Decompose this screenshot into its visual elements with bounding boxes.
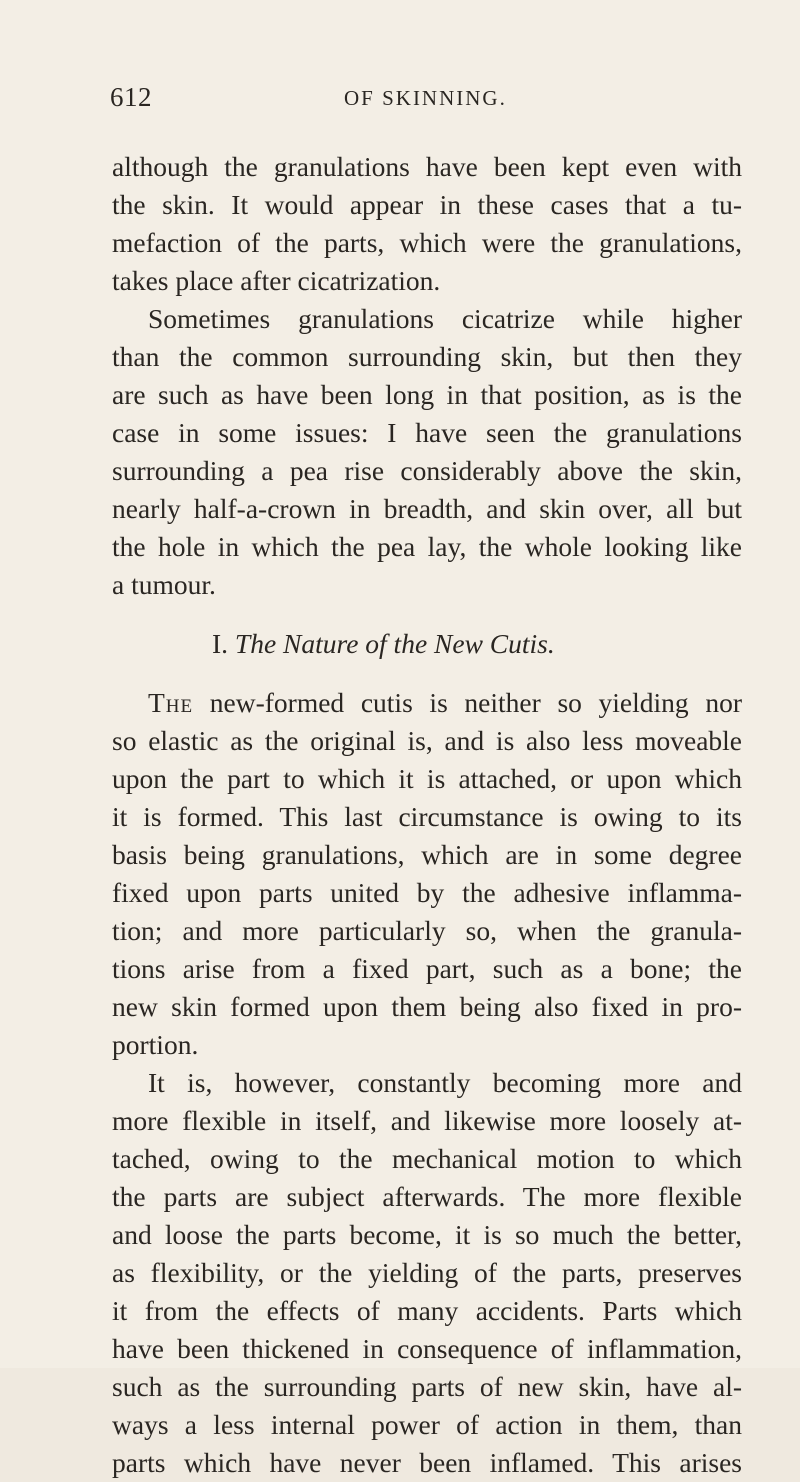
text-line: upon the part to which it is attached, or upon which	[112, 763, 742, 794]
text-line: tions arise from a fixed part, such as a bone; the	[112, 953, 742, 984]
text-line: It is, however, constantly becoming more and	[148, 1067, 742, 1098]
text-line: basis being granulations, which are in some degree	[112, 839, 742, 870]
text-line: surrounding a pea rise considerably above the skin,	[112, 455, 742, 486]
text-line: Sometimes granulations cicatrize while higher	[148, 303, 742, 334]
section-number: I.	[212, 628, 229, 659]
text-line: fixed upon parts united by the adhesive inflamma-	[112, 877, 742, 908]
body-text	[112, 148, 742, 1482]
text-line: although the granulations have been kept even with	[112, 151, 742, 182]
text-line: so elastic as the original is, and is also less moveable	[112, 725, 742, 756]
text-line: new skin formed upon them being also fixed in pro-	[112, 991, 742, 1022]
text-line: tion; and more particularly so, when the granula-	[112, 915, 742, 946]
page-header	[110, 82, 730, 122]
text-line: and loose the parts become, it is so much the better,	[112, 1219, 742, 1250]
text-line: takes place after cicatrization.	[112, 265, 441, 296]
text-line: tached, owing to the mechanical motion to which	[112, 1143, 742, 1174]
text-line: such as the surrounding parts of new skin, have al-	[112, 1371, 742, 1402]
text-line: the hole in which the pea lay, the whole looking like	[112, 531, 742, 562]
spacer	[112, 604, 742, 625]
text-line: mefaction of the parts, which were the granulations,	[112, 227, 742, 258]
section-title: The Nature of the New Cutis.	[234, 628, 555, 659]
text-line: ways a less internal power of action in them, than	[112, 1409, 742, 1440]
text-line: case in some issues: I have seen the granulations	[112, 417, 742, 448]
text-line	[112, 684, 742, 722]
first-line-rest: new-formed cutis is neither so yielding nor	[193, 687, 742, 718]
text-line: than the common surrounding skin, but then they	[112, 341, 742, 372]
text-line: the skin. It would appear in these cases that a tu-	[112, 189, 742, 220]
text-line: it is formed. This last circumstance is owing to its	[112, 801, 742, 832]
spacer	[112, 663, 742, 684]
text-line: are such as have been long in that position, as is the	[112, 379, 742, 410]
text-line: more flexible in itself, and likewise more loosely at-	[112, 1105, 742, 1136]
text-line: portion.	[112, 1029, 199, 1060]
text-line: it from the effects of many accidents. Parts which	[112, 1295, 742, 1326]
text-line: the parts are subject afterwards. The more flexible	[112, 1181, 742, 1212]
running-head: OF SKINNING.	[344, 86, 507, 110]
text-line: parts which have never been inflamed. This arises	[112, 1447, 742, 1478]
text-line: as flexibility, or the yielding of the parts, preserves	[112, 1257, 742, 1288]
text-line: nearly half-a-crown in breadth, and skin over, all but	[112, 493, 742, 524]
page-number: 612	[110, 82, 152, 112]
text-line: a tumour.	[112, 569, 216, 600]
text-line: have been thickened in consequence of inflammation,	[112, 1333, 742, 1364]
section-heading	[112, 625, 742, 663]
drop-word: The	[148, 687, 194, 718]
